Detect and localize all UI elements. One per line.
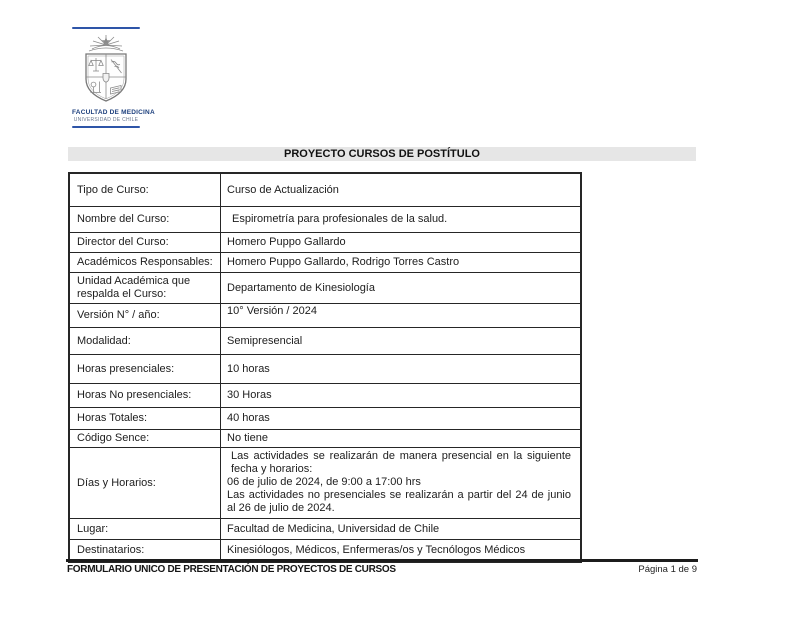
page-number: Página 1 de 9 bbox=[638, 564, 697, 575]
row-label: Tipo de Curso: bbox=[77, 183, 149, 196]
row-value: 40 horas bbox=[220, 408, 580, 429]
row-label: Destinatarios: bbox=[77, 544, 145, 556]
footer-title: FORMULARIO UNICO DE PRESENTACIÓN DE PROYECTOS DE CURSOS bbox=[67, 564, 396, 575]
table-row bbox=[70, 539, 580, 561]
table-row bbox=[70, 407, 580, 429]
row-label: Horas Totales: bbox=[77, 412, 148, 424]
row-label: Código Sence: bbox=[77, 432, 150, 444]
row-value: 10 horas bbox=[220, 355, 580, 383]
row-label: Unidad Académica que respalda el Curso: bbox=[77, 275, 191, 300]
row-value: No tiene bbox=[220, 430, 580, 447]
row-value: Semipresencial bbox=[220, 328, 580, 354]
table-row bbox=[70, 354, 580, 383]
row-label: Días y Horarios: bbox=[77, 476, 156, 489]
row-label: Lugar: bbox=[77, 522, 109, 535]
course-table bbox=[68, 172, 582, 563]
footer-rule bbox=[66, 559, 698, 562]
row-value: Departamento de Kinesiología bbox=[220, 273, 580, 303]
university-name: UNIVERSIDAD DE CHILE bbox=[73, 117, 139, 123]
row-value: 30 Horas bbox=[220, 384, 580, 407]
row-value: Kinesiólogos, Médicos, Enfermeras/os y Tecnólogos Médicos bbox=[220, 540, 580, 561]
table-row bbox=[70, 232, 580, 252]
row-label: Director del Curso: bbox=[77, 236, 169, 248]
table-row bbox=[70, 174, 580, 206]
logo-top-rule bbox=[72, 27, 140, 29]
row-label: Nombre del Curso: bbox=[77, 213, 170, 225]
row-label: Horas No presenciales: bbox=[77, 389, 192, 401]
table-row bbox=[70, 303, 580, 327]
faculty-name: FACULTAD DE MEDICINA bbox=[72, 109, 155, 116]
row-value: Facultad de Medicina, Universidad de Chile bbox=[220, 519, 580, 539]
table-row bbox=[70, 447, 580, 518]
row-value-line: Las actividades se realizarán de manera presencial en la siguiente fecha y horarios: bbox=[231, 450, 571, 475]
table-row bbox=[70, 206, 580, 232]
table-row bbox=[70, 252, 580, 272]
page-title: PROYECTO CURSOS DE POSTÍTULO bbox=[68, 147, 696, 161]
row-value-line: Las actividades no presenciales se realizarán a partir del 24 de junio al 26 de julio de 2024. bbox=[227, 489, 571, 514]
logo-bottom-rule bbox=[72, 126, 140, 128]
university-crest-icon bbox=[80, 31, 132, 107]
table-row bbox=[70, 429, 580, 447]
row-value bbox=[220, 448, 580, 518]
footer bbox=[67, 564, 697, 575]
center-shield bbox=[103, 74, 109, 83]
table-row bbox=[70, 272, 580, 303]
table-row bbox=[70, 327, 580, 354]
row-value: Espirometría para profesionales de la salud. bbox=[220, 207, 580, 232]
row-label: Horas presenciales: bbox=[77, 362, 175, 375]
row-value: Curso de Actualización bbox=[220, 174, 580, 206]
row-value: Homero Puppo Gallardo bbox=[220, 233, 580, 252]
table-row bbox=[70, 383, 580, 407]
row-label: Versión N° / año: bbox=[77, 309, 160, 321]
row-value-line: 06 de julio de 2024, de 9:00 a 17:00 hrs bbox=[227, 476, 421, 488]
row-label: Académicos Responsables: bbox=[77, 256, 213, 268]
university-logo bbox=[72, 27, 155, 128]
row-value: 10° Versión / 2024 bbox=[220, 304, 580, 327]
row-value: Homero Puppo Gallardo, Rodrigo Torres Castro bbox=[220, 253, 580, 272]
table-row bbox=[70, 518, 580, 539]
row-label: Modalidad: bbox=[77, 334, 131, 347]
